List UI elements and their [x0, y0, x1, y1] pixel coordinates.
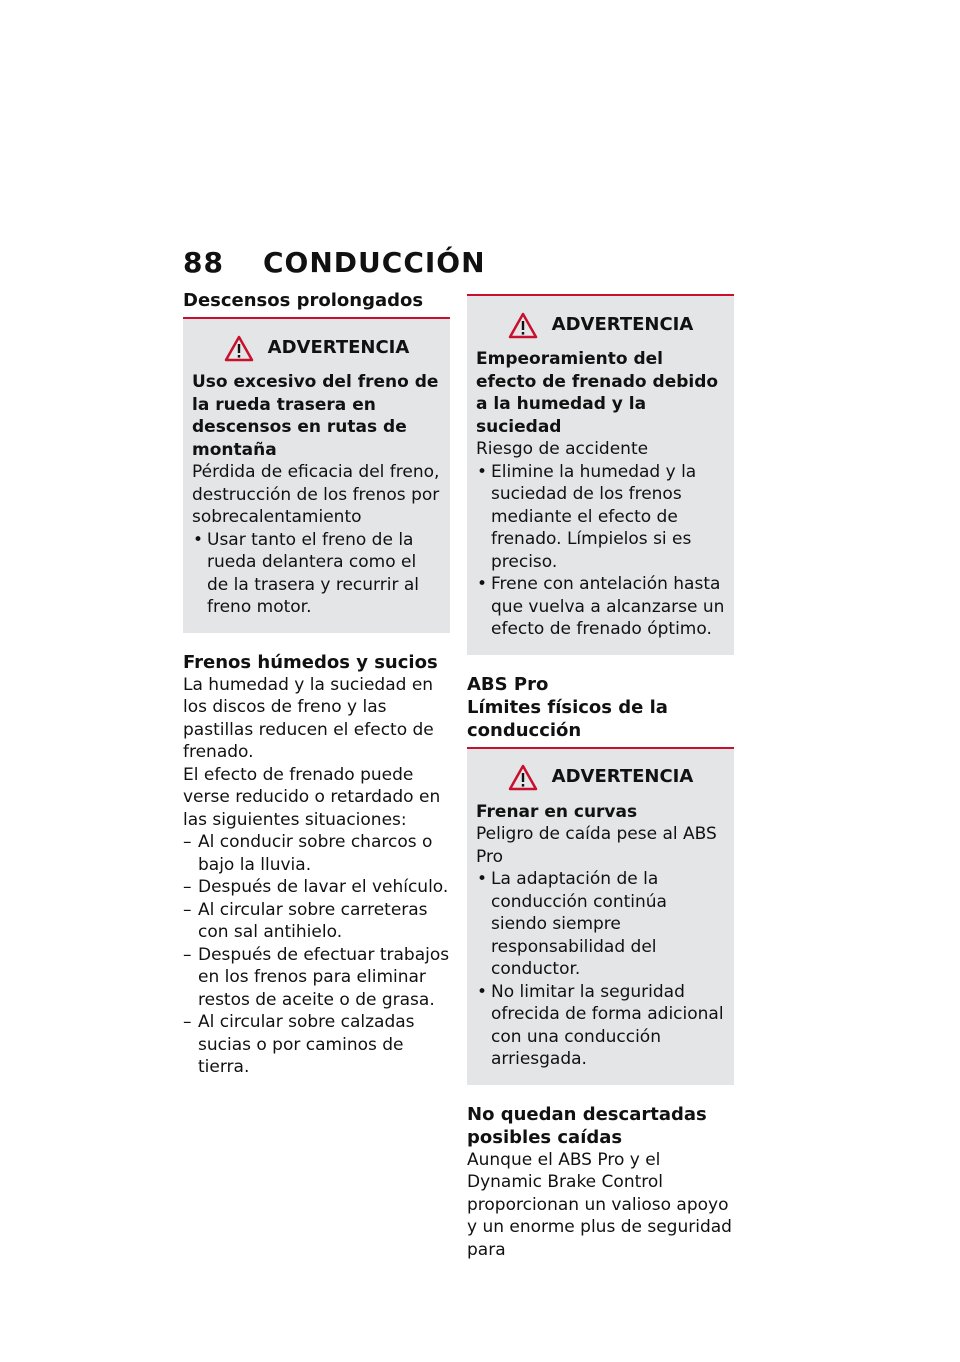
warning-bullet: • Frene con antelación hasta que vuelva a alcanzarse un efecto de frenado óptimo.	[476, 573, 725, 641]
warning-bullet: • No limitar la seguridad ofrecida de forma adicional con una conducción arriesgada.	[476, 981, 725, 1071]
warning-triangle-icon	[508, 764, 538, 791]
warning-bullet: • La adaptación de la conducción continúa siendo siempre responsabilidad del conductor.	[476, 868, 725, 981]
list-item: – Después de efectuar trabajos en los frenos para eliminar restos de aceite o de grasa.	[183, 944, 450, 1012]
warning-description: Pérdida de eficacia del freno, destrucción de los frenos por sobrecalentamiento	[192, 462, 440, 527]
warning-box-curvas	[467, 749, 734, 1085]
list-item: – Después de lavar el vehículo.	[183, 876, 450, 899]
subsection-title-limites: Límites físicos de la conducción	[467, 696, 734, 749]
section-title-descensos: Descensos prolongados	[183, 289, 450, 319]
warning-header	[476, 761, 725, 795]
warning-bullet: • Usar tanto el freno de la rueda delantera como el de la trasera y recurrir al freno motor.	[192, 529, 441, 619]
list-item: – Al conducir sobre charcos o bajo la lluvia.	[183, 831, 450, 876]
section-title-caidas: No quedan descartadas posibles caídas	[467, 1103, 707, 1148]
warning-label: ADVERTENCIA	[551, 766, 694, 788]
section-title-abs-pro: ABS Pro	[467, 673, 549, 695]
list-item: – Al circular sobre calzadas sucias o por caminos de tierra.	[183, 1011, 450, 1079]
warning-triangle-icon	[224, 335, 254, 362]
paragraph: La humedad y la suciedad en los discos de freno y las pastillas reducen el efecto de frenado.	[183, 674, 434, 762]
warning-label: ADVERTENCIA	[551, 313, 694, 335]
page-number: 88	[183, 246, 224, 279]
warning-header	[192, 331, 441, 365]
warning-bullet: • Elimine la humedad y la suciedad de los frenos mediante el efecto de frenado. Límpielos si es preciso.	[476, 461, 725, 574]
warning-title: Uso excesivo del freno de la rueda trasera en descensos en rutas de montaña	[192, 372, 439, 460]
warning-header	[476, 308, 725, 342]
warning-label: ADVERTENCIA	[267, 336, 410, 358]
left-column	[183, 289, 450, 1079]
paragraph: El efecto de frenado puede verse reducido o retardado en las siguientes situaciones:	[183, 764, 441, 830]
right-column	[467, 289, 734, 1261]
warning-title: Empeoramiento del efecto de frenado debido a la humedad y la suciedad	[476, 349, 719, 437]
warning-description: Riesgo de accidente	[476, 439, 649, 459]
list-item: – Al circular sobre carreteras con sal antihielo.	[183, 899, 450, 944]
warning-triangle-icon	[508, 312, 538, 339]
warning-box-humedad	[467, 294, 734, 655]
chapter-title: CONDUCCIÓN	[263, 246, 486, 279]
paragraph: Aunque el ABS Pro y el Dynamic Brake Control proporcionan un valioso apoyo y un enorme plus de seguridad para	[467, 1149, 732, 1260]
warning-title: Frenar en curvas	[476, 801, 638, 822]
page-header	[183, 243, 486, 283]
warning-box-descensos	[183, 319, 450, 633]
warning-description: Peligro de caída pese al ABS Pro	[476, 824, 717, 867]
section-title-frenos-humedos: Frenos húmedos y sucios	[183, 651, 438, 673]
